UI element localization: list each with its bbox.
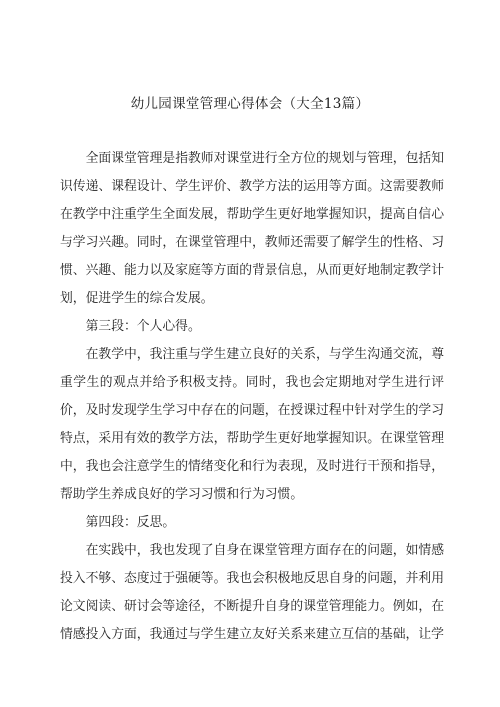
section-heading-reflection: 第四段：反思。 [85,515,176,530]
paragraph-intro: 全面课堂管理是指教师对课堂进行全方位的规划与管理，包括知识传递、课程设计、学生评价、教学方法的运用等方面。这需要教师在教学中注重学生全面发展，帮助学生更好地掌握知识，提高自信心与学习兴趣。同时，在课堂管理中，教师还需要了解学生的性格、习惯、兴趣、能力以及家庭等方面的背景信息，从而更好地制定教学计划，促进学生的综合发展。 [60,151,444,306]
document-body [60,145,444,649]
section-heading-personal: 第三段：个人心得。 [85,319,201,334]
document-title: 幼儿园课堂管理心得体会（大全13篇） [130,96,370,112]
paragraph-reflection: 在实践中，我也发现了自身在课堂管理方面存在的问题，如情感投入不够、态度过于强硬等。我也会积极地反思自身的问题，并利用论文阅读、研讨会等途径，不断提升自身的课堂管理能力。例如，在情感投入方面，我通过与学生建立友好关系来建立互信的基础，让学 [60,543,444,642]
paragraph-personal: 在教学中，我注重与学生建立良好的关系，与学生沟通交流，尊重学生的观点并给予积极支持。同时，我也会定期地对学生进行评价，及时发现学生学习中存在的问题，在授课过程中针对学生的学习特点，采用有效的教学方法，帮助学生更好地掌握知识。在课堂管理中，我也会注意学生的情绪变化和行为表现，及时进行干预和指导，帮助学生养成良好的学习习惯和行为习惯。 [60,347,444,502]
